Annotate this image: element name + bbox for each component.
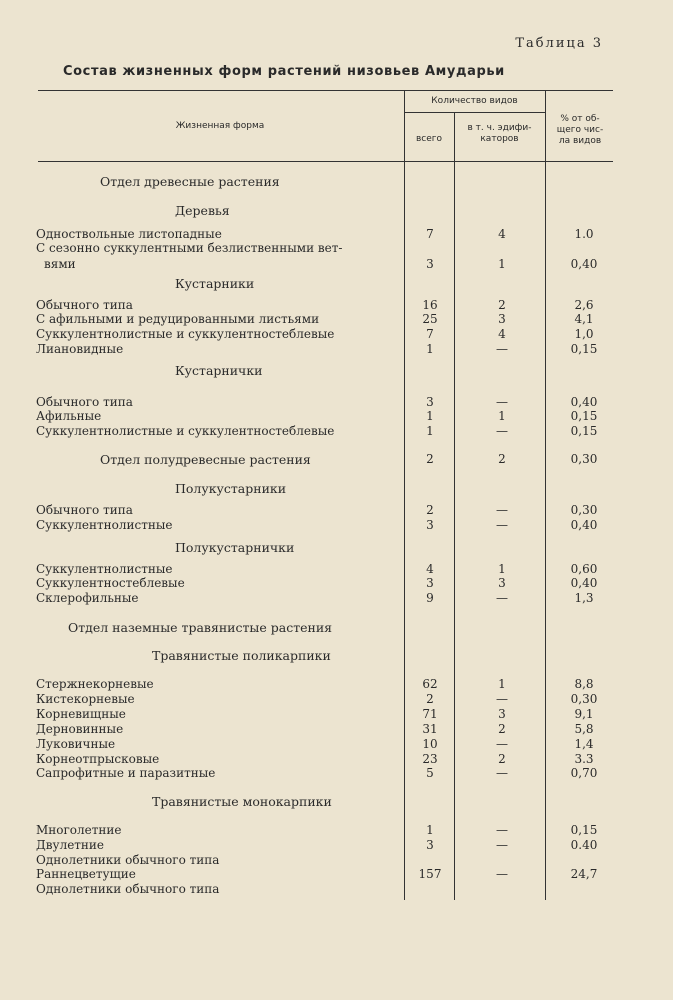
row-label: Обычного типа [36, 298, 133, 312]
percent-cell: 24,7 [570, 867, 598, 881]
row-label: Обычного типа [36, 503, 133, 517]
percent-cell: 0,40 [570, 257, 598, 271]
total-cell: 2 [426, 452, 434, 466]
row-label: Кистекорневые [36, 692, 135, 706]
table-row [36, 409, 616, 424]
row-label: Суккулентнолистные [36, 518, 173, 532]
edificators-cell: 2 [498, 752, 506, 766]
total-cell: 3 [426, 257, 434, 271]
row-label: Суккулентнолистные и суккулентностеблевые [36, 327, 335, 341]
edificators-cell: — [496, 737, 508, 751]
total-cell: 1 [426, 409, 434, 423]
edificators-cell: — [496, 591, 508, 605]
percent-cell: 0,30 [570, 503, 598, 517]
row-label: Однолетники обычного типа [36, 882, 220, 896]
edificators-cell: — [496, 823, 508, 837]
edificators-cell: — [496, 518, 508, 532]
edificators-cell: — [496, 867, 508, 881]
row-label: Луковичные [36, 737, 116, 751]
row-label: Лиановидные [36, 342, 124, 356]
table-row [36, 395, 616, 410]
row-label: Корневищные [36, 707, 126, 721]
row-label: Раннецветущие [36, 867, 136, 881]
total-cell: 25 [422, 312, 438, 326]
percent-cell: 1,3 [574, 591, 594, 605]
percent-cell: 2,6 [574, 298, 594, 312]
table-row [36, 298, 616, 313]
group-heading: Деревья [175, 203, 230, 218]
edificators-cell: — [496, 692, 508, 706]
percent-cell: 4,1 [574, 312, 594, 326]
table-row [36, 853, 616, 868]
total-cell: 3 [426, 838, 434, 852]
table-row [36, 707, 616, 722]
table-row [36, 766, 616, 781]
table-row [36, 518, 616, 533]
table-row [36, 867, 616, 882]
row-label: Корнеотпрысковые [36, 752, 160, 766]
table-row [36, 503, 616, 518]
row-label: Обычного типа [36, 395, 133, 409]
table-row [36, 591, 616, 606]
row-label: Одноствольные листопадные [36, 227, 222, 241]
total-cell: 1 [426, 424, 434, 438]
total-cell: 9 [426, 591, 434, 605]
group-heading: Полукустарнички [175, 540, 295, 555]
table-row [36, 342, 616, 357]
total-cell: 31 [422, 722, 438, 736]
table-row [36, 576, 616, 591]
percent-cell: 0,70 [570, 766, 598, 780]
table-row [36, 241, 616, 256]
total-cell: 16 [422, 298, 438, 312]
row-label: Дерновинные [36, 722, 124, 736]
table-title: Состав жизненных форм растений низовьев Амударьи [63, 64, 505, 79]
edificators-cell: — [496, 838, 508, 852]
table-row [36, 722, 616, 737]
total-cell: 5 [426, 766, 434, 780]
row-label: Суккулентностеблевые [36, 576, 185, 590]
row-label: С сезонно суккулентными безлиственными вет- [36, 241, 343, 255]
total-cell: 7 [426, 327, 434, 341]
total-cell: 157 [418, 867, 442, 881]
edificators-cell: 2 [498, 298, 506, 312]
header-top-rule [38, 90, 613, 91]
table-row [36, 737, 616, 752]
row-label: Двулетние [36, 838, 105, 852]
section-heading: Отдел наземные травянистые растения [68, 620, 333, 635]
total-cell: 2 [426, 692, 434, 706]
total-cell: 71 [422, 707, 438, 721]
percent-cell: 0,15 [570, 409, 598, 423]
edificators-cell: 1 [498, 409, 506, 423]
group-heading: Травянистые монокарпики [152, 794, 332, 809]
table-row [36, 424, 616, 439]
total-cell: 1 [426, 823, 434, 837]
percent-cell: 0,40 [570, 395, 598, 409]
percent-cell: 0,40 [570, 576, 598, 590]
header-bottom-rule [38, 161, 613, 162]
percent-cell: 9,1 [574, 707, 594, 721]
percent-cell: 0,15 [570, 342, 598, 356]
percent-cell: 0.40 [570, 838, 598, 852]
table-row [36, 838, 616, 853]
percent-cell: 0,15 [570, 823, 598, 837]
percent-cell: 0,30 [570, 692, 598, 706]
edificators-cell: — [496, 342, 508, 356]
row-label: вями [44, 257, 76, 271]
group-heading: Травянистые поликарпики [152, 648, 331, 663]
row-label: Многолетние [36, 823, 122, 837]
edificators-cell: 4 [498, 327, 506, 341]
row-label: Суккулентнолистные и суккулентностеблевые [36, 424, 335, 438]
header-total: всего [415, 134, 443, 144]
section-totals [36, 452, 616, 467]
percent-cell: 3.3 [574, 752, 594, 766]
total-cell: 3 [426, 395, 434, 409]
edificators-cell: 3 [498, 576, 506, 590]
edificators-cell: 2 [498, 452, 506, 466]
row-label: Сапрофитные и паразитные [36, 766, 216, 780]
table-row [36, 227, 616, 242]
section-heading: Отдел полудревесные растения [100, 452, 311, 467]
row-label: Однолетники обычного типа [36, 853, 220, 867]
total-cell: 2 [426, 503, 434, 517]
table-row [36, 677, 616, 692]
row-label: С афильными и редуцированными листьями [36, 312, 320, 326]
header-species-count: Количество видов [431, 96, 518, 106]
percent-cell: 1,0 [574, 327, 594, 341]
group-heading: Полукустарники [175, 481, 287, 496]
percent-cell: 8,8 [574, 677, 594, 691]
percent-cell: 0,30 [570, 452, 598, 466]
table-number: Таблица 3 [515, 36, 603, 51]
group-heading: Кустарнички [175, 363, 263, 378]
total-cell: 23 [422, 752, 438, 766]
table-row [36, 257, 616, 272]
header-mid-rule [404, 112, 545, 113]
table-row [36, 312, 616, 327]
percent-cell: 0,15 [570, 424, 598, 438]
edificators-cell: — [496, 395, 508, 409]
edificators-cell: — [496, 766, 508, 780]
row-label: Стержнекорневые [36, 677, 154, 691]
percent-cell: 1.0 [574, 227, 594, 241]
header-life-form: Жизненная форма [175, 121, 265, 131]
edificators-cell: 1 [498, 257, 506, 271]
header-percent: % от об- щего чис- ла видов [556, 114, 604, 146]
edificators-cell: 3 [498, 312, 506, 326]
total-cell: 62 [422, 677, 438, 691]
table-row [36, 823, 616, 838]
table-row [36, 692, 616, 707]
total-cell: 10 [422, 737, 438, 751]
edificators-cell: 1 [498, 677, 506, 691]
total-cell: 3 [426, 576, 434, 590]
table-row [36, 327, 616, 342]
group-heading: Кустарники [175, 276, 255, 291]
row-label: Афильные [36, 409, 102, 423]
percent-cell: 0,40 [570, 518, 598, 532]
edificators-cell: 4 [498, 227, 506, 241]
percent-cell: 5,8 [574, 722, 594, 736]
edificators-cell: 3 [498, 707, 506, 721]
table-row [36, 882, 616, 897]
section-heading: Отдел древесные растения [100, 174, 280, 189]
edificators-cell: 1 [498, 562, 506, 576]
edificators-cell: 2 [498, 722, 506, 736]
percent-cell: 0,60 [570, 562, 598, 576]
total-cell: 7 [426, 227, 434, 241]
percent-cell: 1,4 [574, 737, 594, 751]
row-label: Склерофильные [36, 591, 139, 605]
table-row [36, 752, 616, 767]
total-cell: 1 [426, 342, 434, 356]
total-cell: 4 [426, 562, 434, 576]
table-row [36, 562, 616, 577]
row-label: Суккулентнолистные [36, 562, 173, 576]
edificators-cell: — [496, 503, 508, 517]
header-edificators: в т. ч. эдифи- каторов [467, 123, 532, 144]
edificators-cell: — [496, 424, 508, 438]
total-cell: 3 [426, 518, 434, 532]
